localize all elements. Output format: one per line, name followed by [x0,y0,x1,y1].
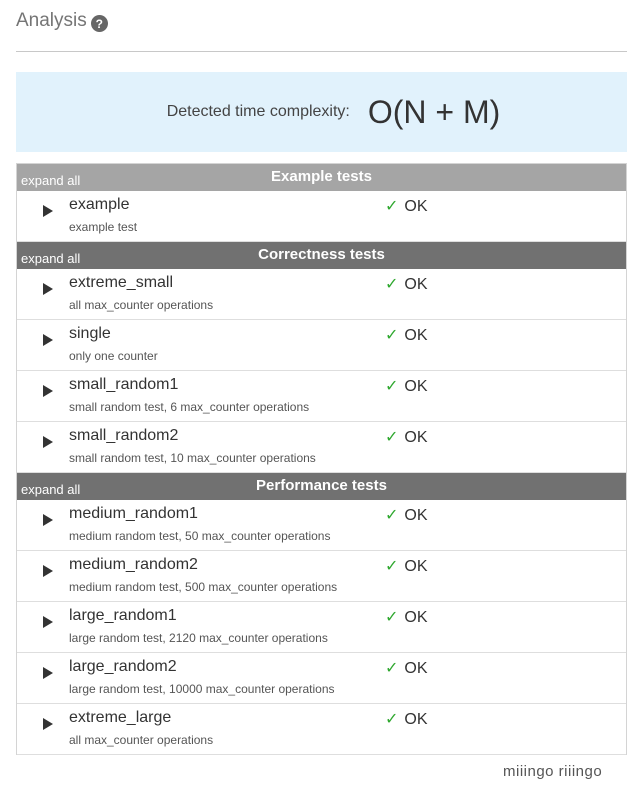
test-description: large random test, 10000 max_counter operations [69,682,335,696]
group-header-performance [17,473,626,500]
tests-table [16,163,627,755]
expand-triangle-icon[interactable] [43,667,53,679]
expand-triangle-icon[interactable] [43,514,53,526]
status-text: OK [404,327,428,344]
test-description: example test [69,220,138,234]
group-title: Correctness tests [258,246,385,263]
status-text: OK [404,378,428,395]
test-description: medium random test, 500 max_counter operations [69,580,338,594]
test-row[interactable] [17,191,626,242]
checkmark-icon: ✓ [385,609,399,626]
test-name: large_random2 [69,658,177,675]
test-name: single [69,325,111,342]
expand-triangle-icon[interactable] [43,334,53,346]
status-text: OK [404,660,428,677]
checkmark-icon: ✓ [385,507,399,524]
help-icon[interactable]: ? [91,15,108,32]
checkmark-icon: ✓ [385,378,399,395]
complexity-label: Detected time complexity: [166,103,350,120]
test-description: only one counter [69,349,158,363]
group-header-correctness [17,242,626,269]
expand-triangle-icon[interactable] [43,283,53,295]
status-text: OK [404,276,428,293]
test-name: extreme_large [69,709,172,726]
checkmark-icon: ✓ [385,327,399,344]
group-header-example [17,164,626,191]
expand-triangle-icon[interactable] [43,436,53,448]
test-status [385,556,428,576]
test-row[interactable] [17,320,626,371]
test-name: example [69,196,130,213]
test-name: small_random1 [69,376,179,393]
test-status [385,709,428,729]
expand-triangle-icon[interactable] [43,616,53,628]
test-status [385,274,428,294]
test-status [385,196,428,216]
status-text: OK [404,609,428,626]
status-text: OK [404,198,428,215]
checkmark-icon: ✓ [385,198,399,215]
checkmark-icon: ✓ [385,429,399,446]
test-description: all max_counter operations [69,733,214,747]
test-status [385,505,428,525]
expand-triangle-icon[interactable] [43,205,53,217]
test-row[interactable] [17,422,626,473]
test-description: large random test, 2120 max_counter operations [69,631,328,645]
expand-all-link[interactable]: expand all [21,173,81,188]
group-title: Example tests [271,168,372,185]
test-status [385,376,428,396]
test-row[interactable] [17,653,626,704]
expand-triangle-icon[interactable] [43,718,53,730]
expand-all-link[interactable]: expand all [21,251,81,266]
test-row[interactable] [17,602,626,653]
status-text: OK [404,711,428,728]
checkmark-icon: ✓ [385,660,399,677]
test-name: small_random2 [69,427,179,444]
test-status [385,325,428,345]
test-name: extreme_small [69,274,174,291]
test-description: medium random test, 50 max_counter operations [69,529,331,543]
test-name: medium_random2 [69,556,198,573]
status-text: OK [404,558,428,575]
group-title: Performance tests [256,477,387,494]
test-name: large_random1 [69,607,177,624]
status-text: OK [404,429,428,446]
analysis-title: Analysis [16,10,87,31]
checkmark-icon: ✓ [385,558,399,575]
test-status [385,427,428,447]
expand-triangle-icon[interactable] [43,385,53,397]
expand-triangle-icon[interactable] [43,565,53,577]
test-status [385,607,428,627]
analysis-header [16,10,108,32]
test-description: small random test, 6 max_counter operations [69,400,310,414]
complexity-panel [16,72,627,152]
test-row[interactable] [17,371,626,422]
test-status [385,658,428,678]
brand-logo: miiingo riiingo [503,763,603,780]
test-row[interactable] [17,704,626,755]
checkmark-icon: ✓ [385,711,399,728]
test-row[interactable] [17,500,626,551]
test-description: small random test, 10 max_counter operations [69,451,316,465]
test-name: medium_random1 [69,505,198,522]
status-text: OK [404,507,428,524]
test-description: all max_counter operations [69,298,214,312]
expand-all-link[interactable]: expand all [21,482,81,497]
checkmark-icon: ✓ [385,276,399,293]
header-divider [16,51,627,52]
test-row[interactable] [17,551,626,602]
complexity-value: O(N + M) [367,93,501,130]
test-row[interactable] [17,269,626,320]
